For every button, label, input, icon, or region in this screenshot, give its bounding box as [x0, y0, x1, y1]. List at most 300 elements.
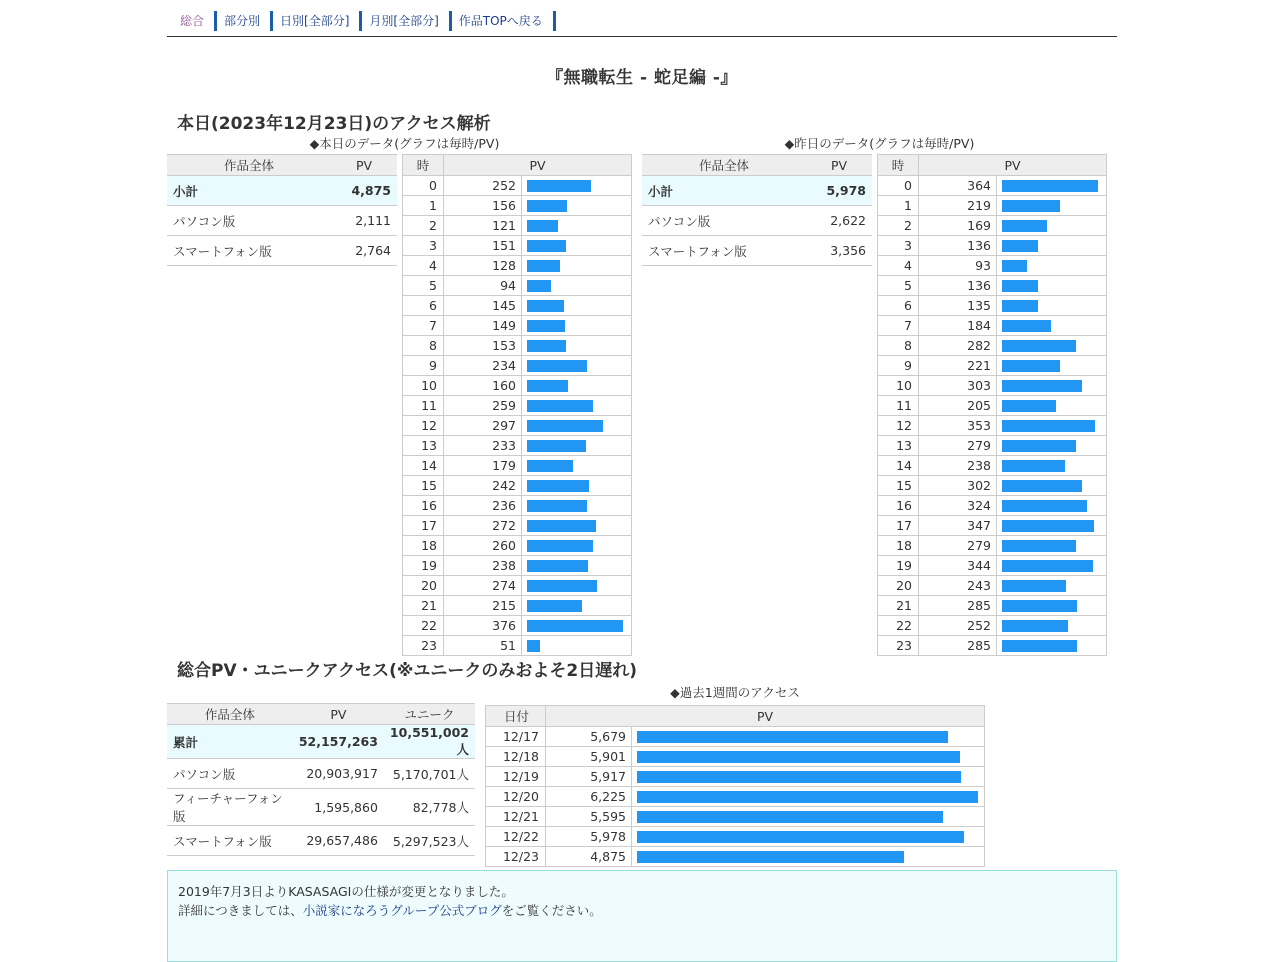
hour-cell: 7	[403, 316, 444, 336]
bar-cell	[522, 416, 632, 436]
pv-cell: 282	[919, 336, 997, 356]
bar-cell	[997, 476, 1107, 496]
pv-bar	[1002, 360, 1060, 372]
hour-row	[403, 396, 632, 416]
total-table	[167, 703, 475, 856]
pv-cell: 5,679	[546, 727, 632, 747]
week-row	[486, 827, 985, 847]
hour-row	[403, 376, 632, 396]
hour-cell: 5	[878, 276, 919, 296]
bar-cell	[997, 296, 1107, 316]
summary-row	[642, 206, 872, 236]
pv-cell: 5,978	[546, 827, 632, 847]
summary-row	[167, 176, 397, 206]
pv-bar	[527, 200, 567, 212]
hour-cell: 16	[403, 496, 444, 516]
pv-bar	[1002, 480, 1082, 492]
col-header-work: 作品全体	[642, 155, 806, 176]
hour-cell: 18	[878, 536, 919, 556]
col-header-pv: PV	[919, 155, 1107, 176]
bar-cell	[522, 556, 632, 576]
bar-cell	[522, 216, 632, 236]
hour-row	[878, 556, 1107, 576]
bar-cell	[997, 336, 1107, 356]
hour-row	[878, 456, 1107, 476]
bar-cell	[997, 236, 1107, 256]
row-label: 小計	[167, 176, 331, 206]
pv-bar	[527, 520, 596, 532]
hour-row	[878, 356, 1107, 376]
pv-bar	[527, 400, 593, 412]
bar-cell	[997, 536, 1107, 556]
week-row	[486, 807, 985, 827]
hour-cell: 8	[403, 336, 444, 356]
bar-cell	[997, 456, 1107, 476]
pv-bar	[1002, 420, 1095, 432]
nav-item-monthly[interactable]: 月別[全部分]	[362, 11, 451, 31]
hour-cell: 15	[878, 476, 919, 496]
hour-row	[878, 636, 1107, 656]
hour-row	[878, 496, 1107, 516]
pv-bar	[1002, 540, 1076, 552]
bar-cell	[522, 316, 632, 336]
pv-bar	[1002, 560, 1093, 572]
pv-cell: 259	[444, 396, 522, 416]
pv-bar	[1002, 600, 1077, 612]
pv-cell: 344	[919, 556, 997, 576]
hour-cell: 7	[878, 316, 919, 336]
hour-row	[403, 496, 632, 516]
col-header-hour: 時	[878, 155, 919, 176]
pv-cell: 303	[919, 376, 997, 396]
hour-cell: 15	[403, 476, 444, 496]
week-row	[486, 747, 985, 767]
pv-bar	[1002, 300, 1038, 312]
row-pv: 1,595,860	[293, 789, 384, 826]
hour-row	[878, 576, 1107, 596]
nav-item-by-part[interactable]: 部分別	[217, 11, 273, 31]
pv-bar	[527, 260, 560, 272]
pv-bar	[637, 811, 943, 823]
hour-cell: 14	[878, 456, 919, 476]
hour-row	[878, 336, 1107, 356]
pv-bar	[1002, 320, 1051, 332]
pv-cell: 242	[444, 476, 522, 496]
pv-bar	[1002, 180, 1098, 192]
bar-cell	[997, 496, 1107, 516]
pv-bar	[527, 500, 587, 512]
pv-cell: 353	[919, 416, 997, 436]
bar-cell	[997, 576, 1107, 596]
bar-cell	[522, 296, 632, 316]
today-caption: ◆本日のデータ(グラフは毎時/PV)	[309, 136, 500, 151]
pv-bar	[527, 440, 586, 452]
pv-bar	[527, 540, 593, 552]
pv-bar	[527, 460, 573, 472]
date-cell: 12/19	[486, 767, 546, 787]
hour-cell: 6	[403, 296, 444, 316]
bar-cell	[997, 316, 1107, 336]
col-header-pv: PV	[293, 704, 384, 725]
yesterday-hourly-table	[877, 154, 1107, 656]
col-header-hour: 時	[403, 155, 444, 176]
row-label: 累計	[167, 725, 293, 759]
hour-row	[403, 596, 632, 616]
hour-cell: 16	[878, 496, 919, 516]
hour-row	[403, 456, 632, 476]
hour-row	[878, 236, 1107, 256]
pv-bar	[527, 280, 551, 292]
pv-cell: 121	[444, 216, 522, 236]
hour-row	[403, 356, 632, 376]
pv-cell: 93	[919, 256, 997, 276]
date-cell: 12/21	[486, 807, 546, 827]
pv-cell: 347	[919, 516, 997, 536]
row-label: パソコン版	[167, 759, 293, 789]
hour-cell: 2	[878, 216, 919, 236]
hour-row	[878, 616, 1107, 636]
hour-cell: 23	[878, 636, 919, 656]
hour-row	[878, 196, 1107, 216]
hour-row	[878, 536, 1107, 556]
pv-cell: 272	[444, 516, 522, 536]
hour-cell: 9	[403, 356, 444, 376]
pv-cell: 279	[919, 436, 997, 456]
pv-cell: 279	[919, 536, 997, 556]
pv-cell: 149	[444, 316, 522, 336]
pv-cell: 234	[444, 356, 522, 376]
hour-row	[403, 216, 632, 236]
bar-cell	[522, 516, 632, 536]
pv-bar	[637, 791, 978, 803]
pv-cell: 238	[919, 456, 997, 476]
hour-cell: 14	[403, 456, 444, 476]
bar-cell	[522, 256, 632, 276]
bar-cell	[522, 476, 632, 496]
pv-bar	[1002, 440, 1076, 452]
pv-bar	[1002, 240, 1038, 252]
hour-cell: 12	[403, 416, 444, 436]
nav-item-overview[interactable]: 総合	[173, 11, 217, 31]
page	[167, 0, 1117, 918]
bar-cell	[522, 176, 632, 196]
col-header-work: 作品全体	[167, 155, 331, 176]
bar-cell	[522, 376, 632, 396]
week-table	[485, 705, 985, 867]
row-label: フィーチャーフォン版	[167, 789, 293, 826]
hour-cell: 9	[878, 356, 919, 376]
hour-row	[403, 616, 632, 636]
pv-bar	[1002, 220, 1047, 232]
hour-cell: 22	[878, 616, 919, 636]
hour-cell: 4	[403, 256, 444, 276]
hour-cell: 19	[403, 556, 444, 576]
pv-cell: 145	[444, 296, 522, 316]
pv-cell: 153	[444, 336, 522, 356]
bar-cell	[632, 807, 985, 827]
hour-row	[403, 576, 632, 596]
pv-bar	[1002, 460, 1065, 472]
bar-cell	[522, 616, 632, 636]
hour-row	[403, 336, 632, 356]
pv-bar	[1002, 280, 1038, 292]
pv-cell: 238	[444, 556, 522, 576]
hour-row	[403, 536, 632, 556]
hour-row	[403, 436, 632, 456]
pv-cell: 252	[919, 616, 997, 636]
official-blog-link[interactable]: 小説家になろうグループ公式ブログ	[302, 903, 502, 918]
hour-row	[403, 276, 632, 296]
pv-cell: 128	[444, 256, 522, 276]
row-label: パソコン版	[167, 206, 331, 236]
row-unique: 82,778人	[384, 789, 475, 826]
bar-cell	[522, 196, 632, 216]
pv-cell: 156	[444, 196, 522, 216]
pv-bar	[637, 831, 964, 843]
hour-row	[403, 236, 632, 256]
pv-bar	[527, 600, 582, 612]
hour-row	[878, 176, 1107, 196]
hour-cell: 4	[878, 256, 919, 276]
nav-item-back-to-top[interactable]: 作品TOPへ戻る	[452, 11, 556, 31]
hour-row	[403, 636, 632, 656]
pv-cell: 135	[919, 296, 997, 316]
pv-bar	[527, 620, 623, 632]
pv-cell: 5,595	[546, 807, 632, 827]
pv-bar	[1002, 620, 1068, 632]
hour-cell: 8	[878, 336, 919, 356]
pv-cell: 5,917	[546, 767, 632, 787]
bar-cell	[997, 356, 1107, 376]
pv-cell: 252	[444, 176, 522, 196]
top-nav	[167, 0, 1117, 37]
hour-cell: 21	[403, 596, 444, 616]
pv-cell: 205	[919, 396, 997, 416]
pv-bar	[1002, 500, 1087, 512]
hour-cell: 6	[878, 296, 919, 316]
hour-row	[403, 556, 632, 576]
work-title: 『無職転生 - 蛇足編 -』	[546, 68, 738, 88]
today-heading: 本日(2023年12月23日)のアクセス解析	[177, 114, 491, 134]
hour-row	[878, 476, 1107, 496]
row-pv: 3,356	[806, 236, 872, 266]
bar-cell	[997, 636, 1107, 656]
row-pv: 5,978	[806, 176, 872, 206]
date-cell: 12/22	[486, 827, 546, 847]
bar-cell	[632, 847, 985, 867]
date-cell: 12/23	[486, 847, 546, 867]
pv-bar	[1002, 200, 1060, 212]
total-heading: 総合PV・ユニークアクセス(※ユニークのみおよそ2日遅れ)	[177, 661, 637, 681]
pv-cell: 297	[444, 416, 522, 436]
today-hourly-table	[402, 154, 632, 656]
bar-cell	[997, 596, 1107, 616]
hour-row	[878, 276, 1107, 296]
week-row	[486, 727, 985, 747]
bar-cell	[522, 596, 632, 616]
bar-cell	[997, 176, 1107, 196]
pv-cell: 219	[919, 196, 997, 216]
pv-bar	[637, 751, 960, 763]
pv-bar	[1002, 400, 1056, 412]
pv-bar	[637, 771, 961, 783]
hour-row	[878, 596, 1107, 616]
date-cell: 12/20	[486, 787, 546, 807]
pv-bar	[527, 360, 587, 372]
pv-cell: 243	[919, 576, 997, 596]
col-header-pv: PV	[806, 155, 872, 176]
pv-cell: 236	[444, 496, 522, 516]
week-row	[486, 787, 985, 807]
hour-row	[403, 196, 632, 216]
hour-cell: 0	[878, 176, 919, 196]
date-cell: 12/17	[486, 727, 546, 747]
bar-cell	[997, 376, 1107, 396]
hour-cell: 3	[403, 236, 444, 256]
col-header-pv: PV	[331, 155, 397, 176]
bar-cell	[522, 576, 632, 596]
date-cell: 12/18	[486, 747, 546, 767]
hour-cell: 5	[403, 276, 444, 296]
bar-cell	[997, 516, 1107, 536]
pv-cell: 274	[444, 576, 522, 596]
pv-cell: 6,225	[546, 787, 632, 807]
hour-cell: 10	[403, 376, 444, 396]
col-header-pv: PV	[444, 155, 632, 176]
hour-row	[878, 256, 1107, 276]
bar-cell	[522, 456, 632, 476]
row-unique: 5,297,523人	[384, 826, 475, 856]
pv-cell: 179	[444, 456, 522, 476]
hour-row	[403, 296, 632, 316]
pv-cell: 221	[919, 356, 997, 376]
pv-bar	[527, 220, 558, 232]
hour-row	[878, 436, 1107, 456]
pv-cell: 5,901	[546, 747, 632, 767]
hour-cell: 1	[878, 196, 919, 216]
today-summary-table	[167, 154, 397, 266]
hour-cell: 17	[403, 516, 444, 536]
bar-cell	[997, 556, 1107, 576]
pv-cell: 285	[919, 636, 997, 656]
row-label: 小計	[642, 176, 806, 206]
pv-cell: 215	[444, 596, 522, 616]
total-row	[167, 725, 475, 759]
pv-cell: 376	[444, 616, 522, 636]
summary-row	[167, 236, 397, 266]
hour-cell: 20	[878, 576, 919, 596]
hour-row	[878, 516, 1107, 536]
pv-cell: 51	[444, 636, 522, 656]
pv-cell: 233	[444, 436, 522, 456]
pv-cell: 324	[919, 496, 997, 516]
pv-bar	[1002, 380, 1082, 392]
yesterday-caption: ◆昨日のデータ(グラフは毎時/PV)	[784, 136, 975, 151]
row-label: パソコン版	[642, 206, 806, 236]
pv-bar	[1002, 520, 1094, 532]
hour-row	[878, 416, 1107, 436]
bar-cell	[522, 436, 632, 456]
summary-row	[642, 236, 872, 266]
hour-cell: 11	[878, 396, 919, 416]
bar-cell	[997, 196, 1107, 216]
hour-cell: 10	[878, 376, 919, 396]
pv-bar	[527, 420, 603, 432]
bar-cell	[522, 536, 632, 556]
bar-cell	[997, 436, 1107, 456]
bar-cell	[522, 496, 632, 516]
col-header-unique: ユニーク	[384, 704, 475, 725]
row-pv: 4,875	[331, 176, 397, 206]
col-header-date: 日付	[486, 706, 546, 727]
total-row	[167, 759, 475, 789]
notice-box	[167, 870, 1117, 962]
hour-cell: 13	[878, 436, 919, 456]
row-pv: 2,622	[806, 206, 872, 236]
pv-bar	[527, 240, 566, 252]
row-unique: 10,551,002人	[384, 725, 475, 759]
bar-cell	[522, 336, 632, 356]
pv-bar	[637, 731, 948, 743]
bar-cell	[997, 396, 1107, 416]
nav-item-daily[interactable]: 日別[全部分]	[273, 11, 362, 31]
week-row	[486, 767, 985, 787]
pv-cell: 302	[919, 476, 997, 496]
col-header-work: 作品全体	[167, 704, 293, 725]
pv-bar	[527, 320, 565, 332]
pv-bar	[1002, 260, 1027, 272]
hour-cell: 11	[403, 396, 444, 416]
pv-cell: 4,875	[546, 847, 632, 867]
hour-row	[403, 176, 632, 196]
bar-cell	[522, 356, 632, 376]
pv-bar	[527, 380, 568, 392]
bar-cell	[632, 767, 985, 787]
bar-cell	[997, 276, 1107, 296]
col-header-pv: PV	[546, 706, 985, 727]
row-pv: 29,657,486	[293, 826, 384, 856]
hour-row	[403, 416, 632, 436]
bar-cell	[997, 416, 1107, 436]
pv-bar	[1002, 340, 1076, 352]
pv-bar	[527, 580, 597, 592]
row-label: スマートフォン版	[167, 236, 331, 266]
bar-cell	[522, 396, 632, 416]
pv-cell: 260	[444, 536, 522, 556]
bar-cell	[632, 727, 985, 747]
week-caption: ◆過去1週間のアクセス	[670, 685, 800, 700]
bar-cell	[632, 787, 985, 807]
row-pv: 52,157,263	[293, 725, 384, 759]
summary-row	[642, 176, 872, 206]
row-label: スマートフォン版	[167, 826, 293, 856]
hour-cell: 22	[403, 616, 444, 636]
hour-row	[878, 396, 1107, 416]
pv-cell: 184	[919, 316, 997, 336]
pv-bar	[527, 640, 540, 652]
pv-bar	[527, 340, 566, 352]
bar-cell	[997, 216, 1107, 236]
hour-row	[878, 316, 1107, 336]
total-row	[167, 789, 475, 826]
pv-cell: 94	[444, 276, 522, 296]
pv-cell: 136	[919, 236, 997, 256]
hour-cell: 21	[878, 596, 919, 616]
hour-row	[878, 376, 1107, 396]
hour-cell: 0	[403, 176, 444, 196]
row-pv: 2,111	[331, 206, 397, 236]
notice-line-1: 2019年7月3日よりKASASAGIの仕様が変更となりました。	[178, 884, 514, 899]
